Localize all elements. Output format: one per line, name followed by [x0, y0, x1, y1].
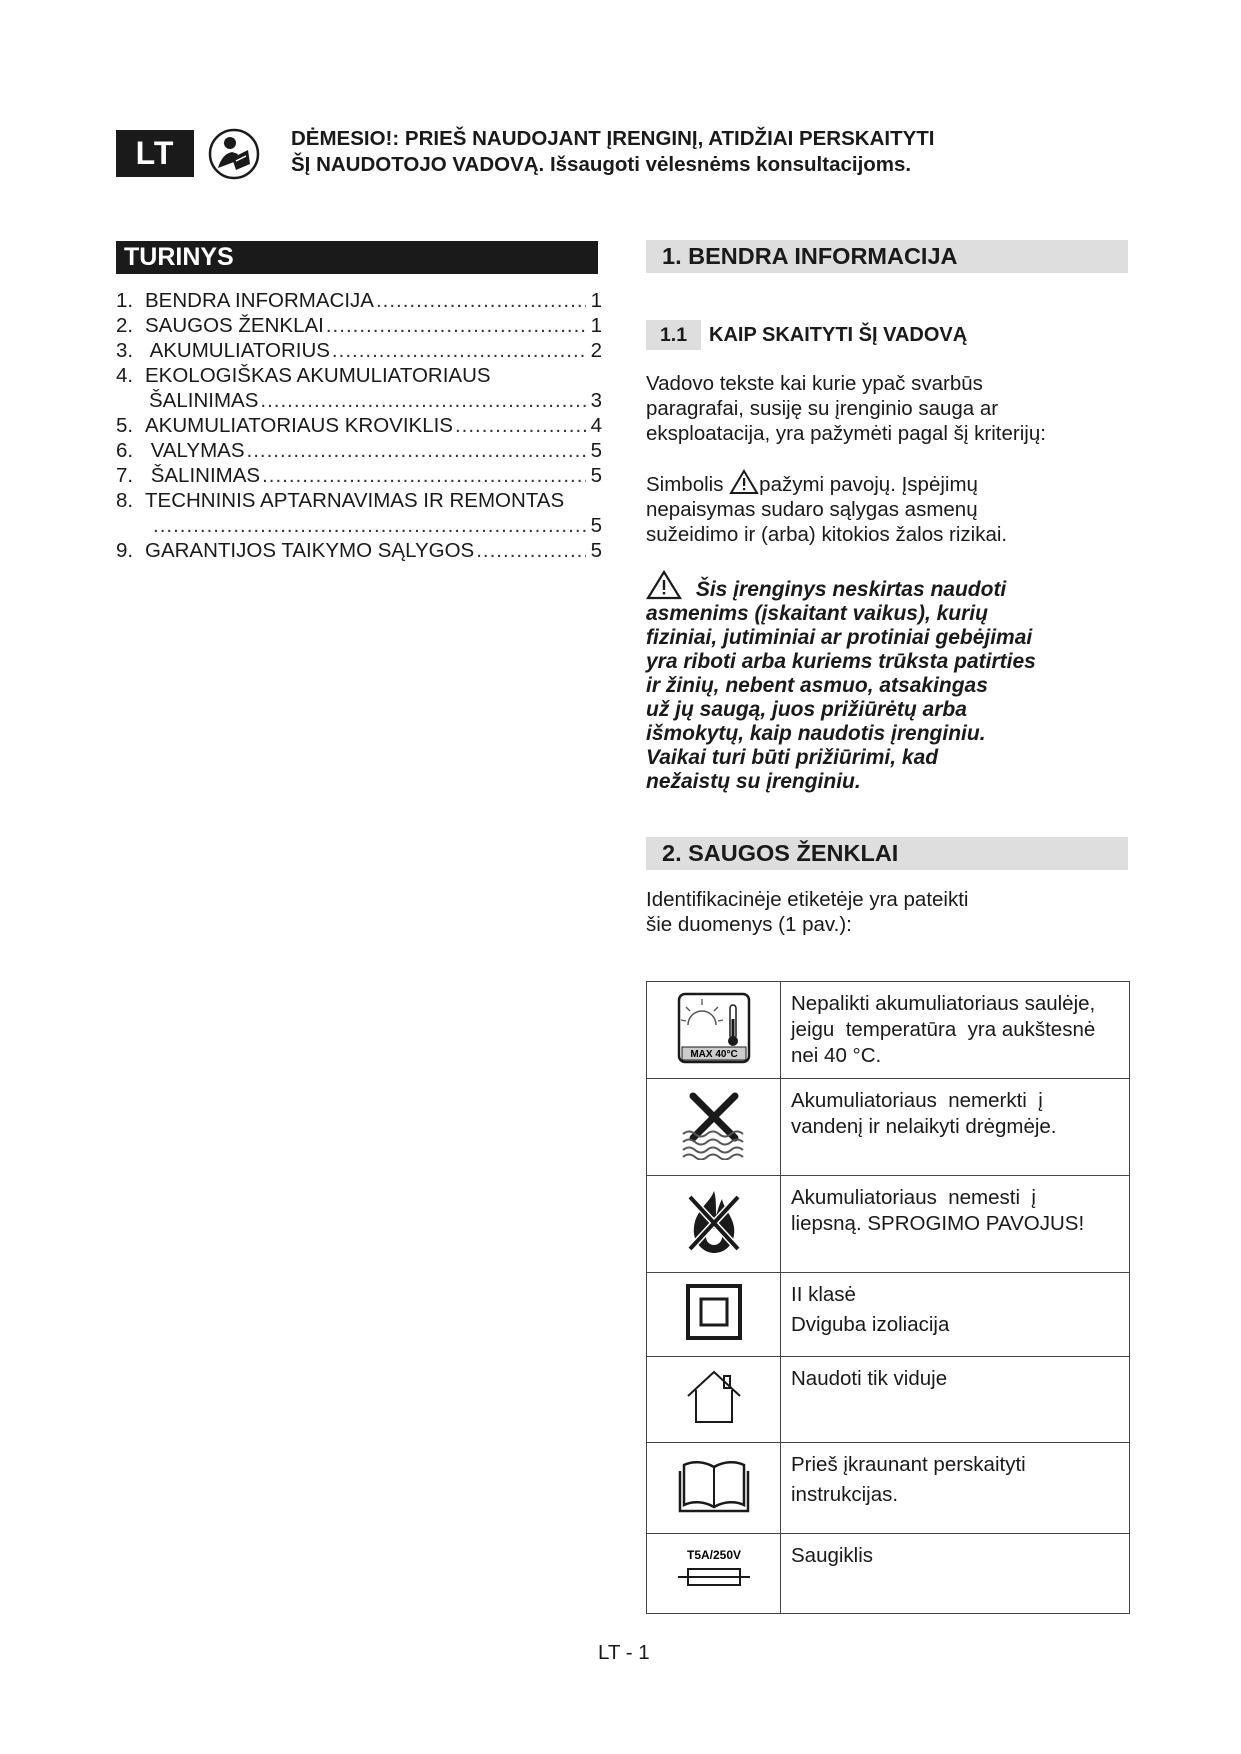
toc-item[interactable]: 4. EKOLOGIŠKAS AKUMULIATORIAUS — [116, 364, 491, 387]
sun-max-temperature-icon — [676, 991, 752, 1065]
paragraph-danger-symbol: Simbolis pažymi pavojų. Įspėjimų nepaisymas sudaro sąlygas asmenų sužeidimo ir (arba) kitokios žalos rizikai. — [646, 469, 1126, 547]
toc-item[interactable]: 2. SAUGOS ŽENKLAI ..... 1 — [116, 313, 602, 338]
paragraph-label-intro: Identifikacinėje etiketėje yra pateikti šie duomenys (1 pav.): — [646, 888, 969, 936]
section-2-heading: 2. SAUGOS ŽENKLAI — [646, 837, 1128, 870]
read-instructions-book-icon — [678, 1457, 750, 1515]
warning-triangle-icon — [729, 469, 759, 495]
class-ii-double-insulation-icon — [685, 1283, 743, 1341]
symbol-description: Saugiklis — [781, 1534, 1130, 1614]
section-1-heading: 1. BENDRA INFORMACIJA — [646, 240, 1128, 273]
warning-triangle-icon — [646, 570, 682, 600]
attention-notice: DĖMESIO!: PRIEŠ NAUDOJANT ĮRENGINĮ, ATIDŽIAI PERSKAITYTI ŠĮ NAUDOTOJO VADOVĄ. Išsaugoti vėlesnėms konsultacijoms. — [291, 127, 935, 176]
toc-item-continuation[interactable]: ..... 5 — [116, 513, 602, 538]
symbol-description: Prieš įkraunant perskaityti instrukcijas. — [781, 1443, 1130, 1534]
subsection-1-1-heading: 1.1 KAIP SKAITYTI ŠĮ VADOVĄ — [646, 320, 967, 350]
symbol-description: II klasė Dviguba izoliacija — [781, 1273, 1130, 1357]
symbol-description: Naudoti tik viduje — [781, 1357, 1130, 1443]
page-number: LT - 1 — [598, 1641, 650, 1664]
svg-text:T5A/250V: T5A/250V — [686, 1548, 741, 1562]
toc-item[interactable]: 5. AKUMULIATORIAUS KROVIKLIS ..... 4 — [116, 413, 602, 438]
table-row — [647, 1079, 1130, 1176]
indoor-use-house-icon — [684, 1368, 744, 1426]
symbol-description: Nepalikti akumuliatoriaus saulėje, jeigu temperatūra yra aukštesnė nei 40 °C. — [781, 982, 1130, 1079]
warning-paragraph: Šis įrenginys neskirtas naudoti asmenims (įskaitant vaikus), kurių fiziniai, jutiminiai ar protiniai gebėjimai yra riboti arba kuriems trūksta patirties ir žinių, nebent asmuo, atsakingas už jų saugą, juos prižiūrėtų arba išmokytų, kaip naudotis įrenginiu. Vaikai turi būti prižiūrimi, kad nežaistų su įrenginiu. — [646, 570, 1116, 794]
fuse-icon — [672, 1545, 756, 1597]
safety-symbols-table — [646, 981, 1130, 1614]
language-badge: LT — [116, 130, 194, 177]
table-row — [647, 1534, 1130, 1614]
toc-item[interactable]: 3. AKUMULIATORIUS ..... 2 — [116, 338, 602, 363]
table-row — [647, 1176, 1130, 1273]
table-row — [647, 982, 1130, 1079]
paragraph-how-to-read: Vadovo tekste kai kurie ypač svarbūs paragrafai, susiję su įrenginio sauga ar eksploatacija, yra pažymėti pagal šį kriterijų: — [646, 372, 1046, 445]
symbol-description: Akumuliatoriaus nemerkti į vandenį ir nelaikyti drėgmėje. — [781, 1079, 1130, 1176]
no-fire-icon — [682, 1187, 746, 1257]
toc-title: TURINYS — [116, 241, 598, 274]
toc-item[interactable]: 6. VALYMAS ..... 5 — [116, 438, 602, 463]
table-row — [647, 1443, 1130, 1534]
symbol-description: Akumuliatoriaus nemesti į liepsną. SPROGIMO PAVOJUS! — [781, 1176, 1130, 1273]
toc-item-continuation[interactable]: ŠALINIMAS ..... 3 — [116, 388, 602, 413]
table-row — [647, 1357, 1130, 1443]
table-row — [647, 1273, 1130, 1357]
toc-item[interactable]: 1. BENDRA INFORMACIJA ..... 1 — [116, 288, 602, 313]
svg-text:MAX 40°C: MAX 40°C — [689, 1048, 738, 1060]
read-manual-icon — [208, 128, 260, 180]
no-water-icon — [679, 1090, 749, 1160]
table-of-contents — [116, 288, 602, 563]
toc-item[interactable]: 8. TECHNINIS APTARNAVIMAS IR REMONTAS — [116, 489, 565, 512]
toc-item[interactable]: 7. ŠALINIMAS ..... 5 — [116, 463, 602, 488]
toc-item[interactable]: 9. GARANTIJOS TAIKYMO SĄLYGOS ..... 5 — [116, 538, 602, 563]
